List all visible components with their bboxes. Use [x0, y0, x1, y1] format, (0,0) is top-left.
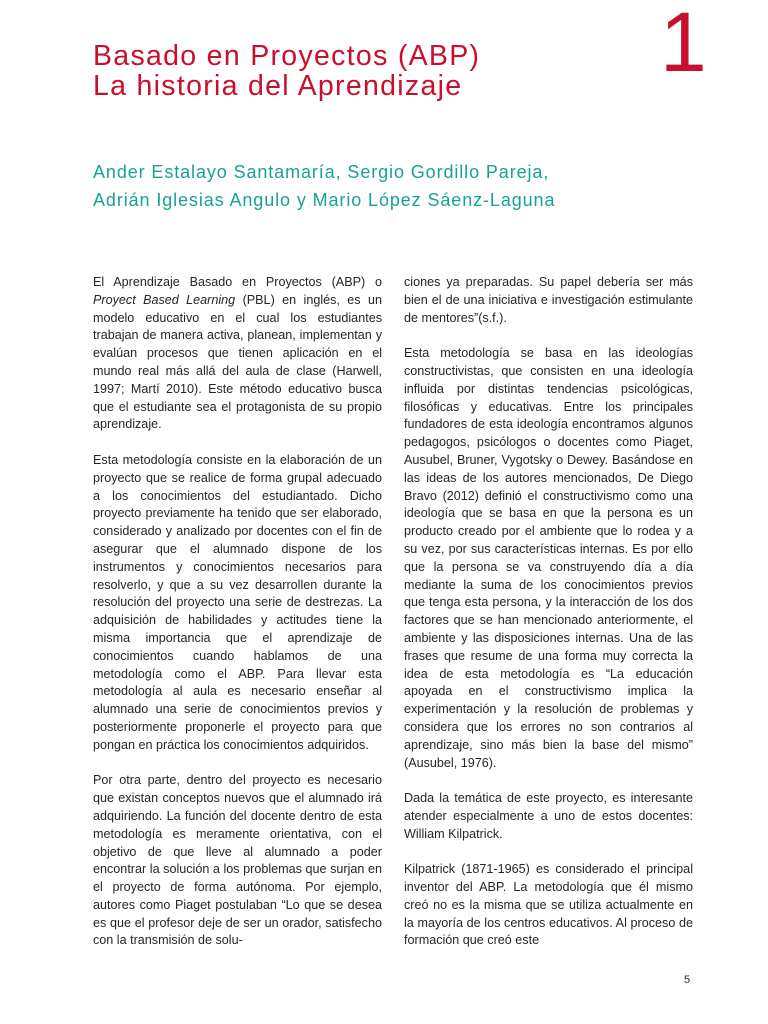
paragraph-right-4: Kilpatrick (1871-1965) es considerado el principal inventor del ABP. La metodología que él mismo creó no es la misma que se utiliza actualmente en la mayoría de los centros educativos. Al proceso de formación que creó este: [404, 862, 693, 948]
chapter-title: [93, 41, 633, 101]
authors-line-2: Adrián Iglesias Angulo y Mario López Sáenz-Laguna: [93, 190, 556, 210]
authors: [93, 158, 693, 214]
authors-line-1: Ander Estalayo Santamaría, Sergio Gordillo Pareja,: [93, 162, 550, 182]
page-number: 5: [684, 974, 691, 986]
chapter-title-line-1: Basado en Proyectos (ABP): [93, 40, 481, 72]
paragraph-left-1: El Aprendizaje Basado en Proyectos (ABP) o Proyect Based Learning (PBL) en inglés, es un modelo educativo en el cual los estudiantes trabajan de manera activa, planean, implementan y evalúan procesos que tienen aplicación en el mundo real más allá del aula de clase (Harwell, 1997; Martí 2010). Este método educativo busca que el estudiante sea el protagonista de su propio aprendizaje.: [93, 275, 382, 432]
body-column-left: [93, 274, 382, 950]
paragraph-right-2: Esta metodología se basa en las ideologías constructivistas, que consisten en una ideología influida por distintas tendencias psicológicas, filosóficas y educativas. Entre los principales fundadores de esta ideología encontramos algunos pedagogos, psicólogos o docentes como Piaget, Ausubel, Bruner, Vygotsky o Dewey. Basándose en las ideas de los autores mencionados, De Diego Bravo (2012) definió el constructivismo como una ideología que se basa en que la persona es un producto creado por el ambiente que lo rodea y a su vez, por sus características internas. Es por ello que la persona se va construyendo día a día mediante la suma de los conocimientos previos que tenga esta persona, y la interacción de los dos factores que se han mencionado anteriormente, el ambiente y las disposiciones internas. Una de las frases que resume de una forma muy correcta la idea de esta metodología es “La educación apoyada en el constructivismo implica la experimentación y la resolución de problemas y considera que los errores no son contrarios al aprendizaje, sino más bien la base del mismo” (Ausubel, 1976).: [404, 346, 693, 770]
chapter-title-line-2: La historia del Aprendizaje: [93, 70, 463, 102]
paragraph-left-3: Por otra parte, dentro del proyecto es necesario que existan conceptos nuevos que el alumnado irá adquiriendo. La función del docente dentro de esta metodología es meramente orientativa, con el objetivo de que lleve al alumnado a poder encontrar la solución a los problemas que surjan en el proyecto de forma autónoma. Por ejemplo, autores como Piaget postulaban “Lo que se desea es que el profesor deje de ser un orador, satisfecho con la transmisión de solu-: [93, 773, 382, 948]
paragraph-left-2: Esta metodología consiste en la elaboración de un proyecto que se realice de forma grupal adecuado a los conocimientos del estudiantado. Dicho proyecto previamente ha tenido que ser elaborado, considerado y analizado por docentes con el fin de asegurar que el alumnado dispone de los instrumentos y conocimientos necesarios para resolverlo, y que a su vez desarrollen durante la resolución del proyecto una serie de destrezas. La adquisición de habilidades y actitudes tiene la misma importancia que el aprendizaje de conocimientos cuando hablamos de una metodología como el ABP. Para llevar esta metodología al aula es necesario enseñar al alumnado una serie de conocimientos previos y posteriormente proponerle el proyecto para que pongan en práctica los conocimientos adquiridos.: [93, 452, 382, 752]
paragraph-right-1: ciones ya preparadas. Su papel debería ser más bien el de una iniciativa e investigación estimulante de mentores”(s.f.).: [404, 275, 693, 325]
body-column-right: [404, 274, 693, 950]
paragraph-right-3: Dada la temática de este proyecto, es interesante atender especialmente a uno de estos docentes: William Kilpatrick.: [404, 791, 693, 841]
chapter-number: 1: [660, 0, 707, 89]
english-term: Proyect Based Learning: [93, 292, 236, 307]
